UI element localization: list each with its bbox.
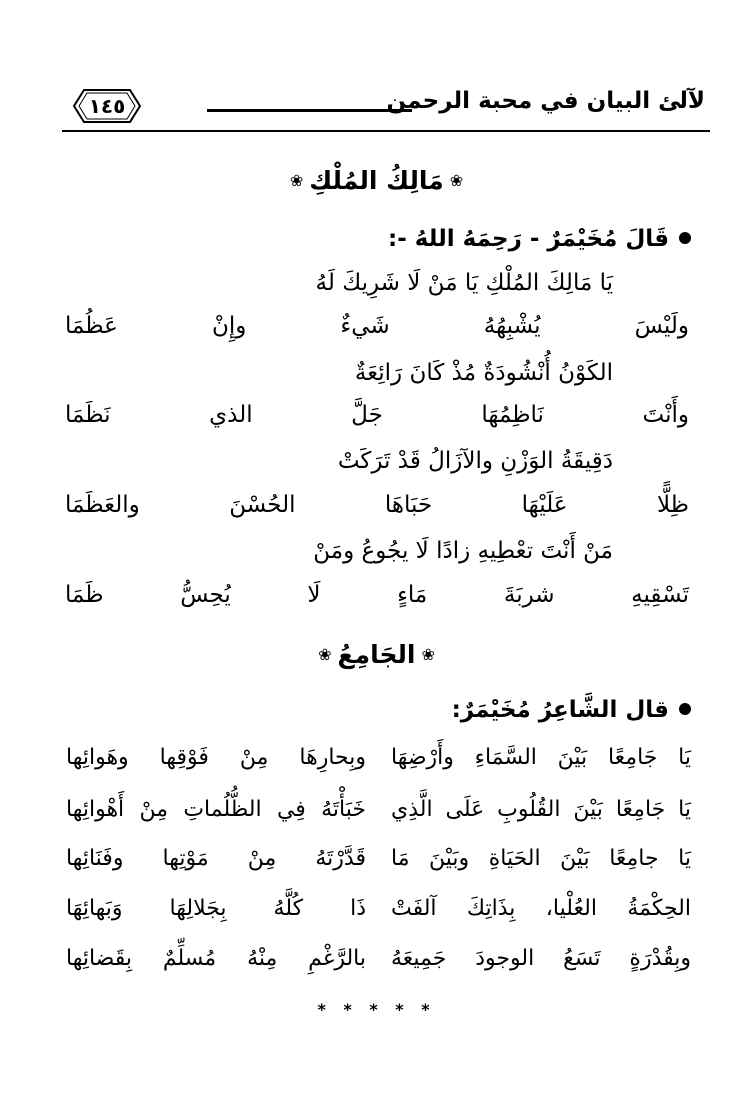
verse-line: وأَنْتَ نَاظِمُهَا جَلَّ الذي نَظَمَا bbox=[65, 402, 689, 428]
ornament-icon: ❀ bbox=[289, 170, 304, 190]
hemistich-second: قَدَّرْتَهُ مِنْ مَوْتِها وفَنَائِها bbox=[66, 846, 366, 871]
hemistich-second: ذَا كُلَّهُ بِجَلالِهَا وَبَهائِهَا bbox=[66, 896, 366, 921]
verse-line: مَنْ أَنْتَ تعْطِيهِ زادًا لَا يجُوعُ ومَنْ bbox=[313, 538, 613, 564]
attribution-line bbox=[452, 697, 691, 723]
attribution-text: قَالَ مُخَيْمَرٌ - رَحِمَهُ اللهُ -: bbox=[388, 226, 669, 252]
hemistich-first: الحِكْمَةُ العُلْيا، بِذَاتِكَ آلفَتْ bbox=[391, 896, 691, 921]
hemistich-second: وبِحارِهَا مِنْ فَوْقِها وهَوائِها bbox=[66, 745, 366, 770]
verse-line: ولَيْسَ يُشْبِهُهُ شَيءٌ وإِنْ عَظُمَا bbox=[65, 313, 689, 339]
verse-line: ظِلًّا عَلَيْهَا حَبَاهَا الحُسْنَ والعَظَمَا bbox=[65, 492, 689, 518]
attribution-line bbox=[388, 226, 691, 252]
hemistich-second: بالرَّغْمِ مِنْهُ مُسلِّمٌ بِقَضائِها bbox=[66, 946, 366, 971]
ornament-icon: ❀ bbox=[318, 644, 332, 664]
attribution-text: قال الشَّاعِرُ مُخَيْمَرٌ: bbox=[451, 697, 669, 723]
page-number-badge bbox=[72, 88, 142, 124]
section-title: الجَامِعُ bbox=[337, 640, 416, 669]
header-rule bbox=[207, 109, 412, 112]
hemistich-second: خَبَأْتَهُ فِي الظُّلُماتِ مِنْ أَهْوائِها bbox=[66, 797, 366, 822]
hemistich-first: وبِقُدْرَةٍ تَسَعُ الوجودَ جَمِيعَهُ bbox=[391, 946, 691, 971]
verse-line: تَسْقِيهِ شربَةَ مَاءٍ لَا يُحِسُّ ظَمَا bbox=[65, 582, 689, 608]
section-title: مَالِكُ المُلْكِ bbox=[309, 166, 444, 195]
verse-line: الكَوْنُ أُنْشُودَةٌ مُذْ كَانَ رَائِعَةٌ bbox=[354, 360, 613, 386]
ornament-icon: ❀ bbox=[449, 170, 464, 190]
section-heading-malik-al-mulk bbox=[0, 166, 753, 195]
end-of-section-stars: * * * * * bbox=[317, 1000, 436, 1019]
hemistich-first: يَا جامِعًا بَيْنَ الحَيَاةِ وبَيْنَ مَا bbox=[391, 846, 691, 871]
verse-line: يَا مَالِكَ المُلْكِ يَا مَنْ لَا شَرِيكَ لَهُ bbox=[315, 270, 613, 296]
bullet-icon bbox=[679, 232, 691, 244]
page-number: ١٤٥ bbox=[88, 94, 126, 118]
ornament-icon: ❀ bbox=[421, 644, 435, 664]
hemistich-first: يَا جَامِعًا بَيْنَ السَّمَاءِ وأَرْضِهَا bbox=[391, 745, 691, 770]
header-bottom-rule bbox=[62, 130, 710, 132]
hemistich-first: يَا جَامِعًا بَيْنَ القُلُوبِ عَلَى الَّذِي bbox=[391, 797, 691, 822]
verse-line: دَقِيقَةُ الوَزْنِ والآزَالُ قَدْ تَرَكَتْ bbox=[337, 448, 613, 474]
running-header-title: لآلئ البيان في محبة الرحمن bbox=[386, 88, 705, 114]
section-heading-al-jami bbox=[0, 640, 753, 669]
bullet-icon bbox=[679, 703, 691, 715]
